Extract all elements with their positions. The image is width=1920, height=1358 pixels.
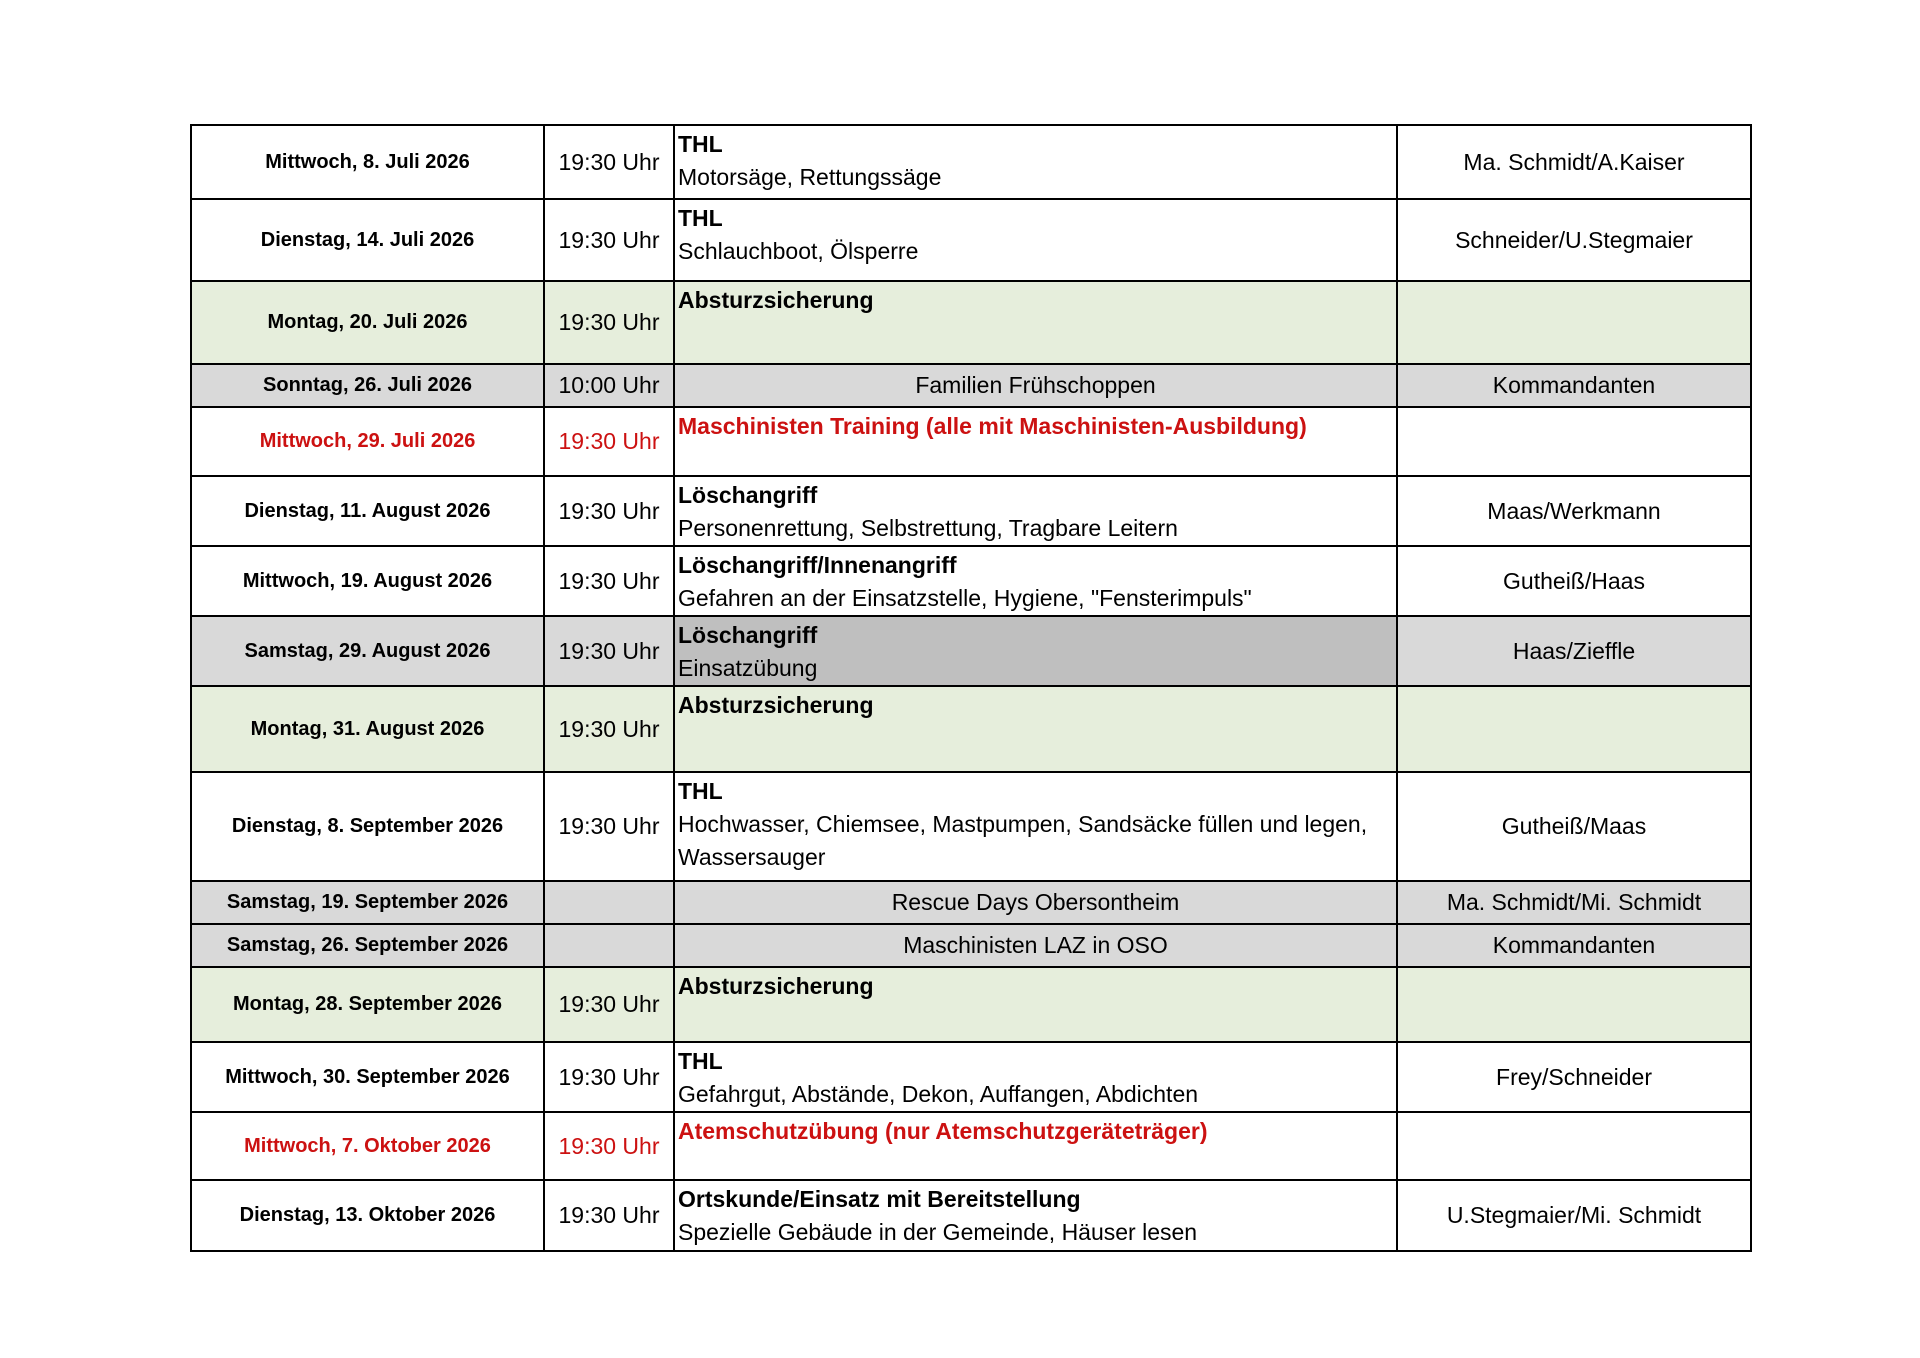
topic-title: Löschangriff [678, 622, 818, 648]
lead-cell: Kommandanten [1397, 924, 1751, 967]
schedule-table [190, 124, 1752, 1252]
date-cell: Dienstag, 13. Oktober 2026 [191, 1180, 544, 1251]
table-row [191, 881, 1751, 924]
lead-cell: Gutheiß/Haas [1397, 546, 1751, 616]
time-cell: 19:30 Uhr [544, 616, 674, 686]
time-cell: 19:30 Uhr [544, 125, 674, 199]
topic-title: THL [678, 778, 723, 804]
table-row [191, 924, 1751, 967]
table-row [191, 1180, 1751, 1251]
topic-cell [674, 686, 1397, 772]
topic-cell [674, 199, 1397, 281]
date-cell: Mittwoch, 30. September 2026 [191, 1042, 544, 1112]
event-cell: Maschinisten LAZ in OSO [674, 924, 1397, 967]
topic-title: THL [678, 1048, 723, 1074]
lead-cell: Gutheiß/Maas [1397, 772, 1751, 881]
table-row [191, 546, 1751, 616]
topic-cell [674, 616, 1397, 686]
time-cell: 19:30 Uhr [544, 1180, 674, 1251]
lead-cell: Ma. Schmidt/A.Kaiser [1397, 125, 1751, 199]
lead-cell: U.Stegmaier/Mi. Schmidt [1397, 1180, 1751, 1251]
lead-cell [1397, 407, 1751, 476]
time-cell: 19:30 Uhr [544, 1112, 674, 1180]
topic-title: Absturzsicherung [678, 287, 874, 313]
lead-cell: Schneider/U.Stegmaier [1397, 199, 1751, 281]
time-cell: 19:30 Uhr [544, 772, 674, 881]
topic-cell [674, 546, 1397, 616]
lead-cell [1397, 1112, 1751, 1180]
time-cell [544, 881, 674, 924]
lead-cell: Frey/Schneider [1397, 1042, 1751, 1112]
date-cell: Sonntag, 26. Juli 2026 [191, 364, 544, 407]
topic-detail: Personenrettung, Selbstrettung, Tragbare Leitern [678, 515, 1178, 541]
topic-cell [674, 281, 1397, 364]
topic-cell [674, 1180, 1397, 1251]
event-cell: Rescue Days Obersontheim [674, 881, 1397, 924]
table-row [191, 967, 1751, 1042]
time-cell: 19:30 Uhr [544, 967, 674, 1042]
table-row [191, 364, 1751, 407]
table-row [191, 125, 1751, 199]
date-cell: Dienstag, 14. Juli 2026 [191, 199, 544, 281]
date-cell: Mittwoch, 8. Juli 2026 [191, 125, 544, 199]
topic-title: THL [678, 131, 723, 157]
lead-cell [1397, 686, 1751, 772]
date-cell: Samstag, 26. September 2026 [191, 924, 544, 967]
topic-detail: Motorsäge, Rettungssäge [678, 164, 942, 190]
topic-title: Maschinisten Training (alle mit Maschinisten-Ausbildung) [678, 413, 1307, 439]
lead-cell [1397, 281, 1751, 364]
lead-cell: Kommandanten [1397, 364, 1751, 407]
table-row [191, 1042, 1751, 1112]
time-cell: 19:30 Uhr [544, 686, 674, 772]
topic-cell [674, 476, 1397, 546]
table-row [191, 281, 1751, 364]
event-cell: Familien Frühschoppen [674, 364, 1397, 407]
table-row [191, 199, 1751, 281]
date-cell: Mittwoch, 7. Oktober 2026 [191, 1112, 544, 1180]
time-cell: 19:30 Uhr [544, 1042, 674, 1112]
lead-cell [1397, 967, 1751, 1042]
topic-title: THL [678, 205, 723, 231]
lead-cell: Maas/Werkmann [1397, 476, 1751, 546]
table-row [191, 476, 1751, 546]
topic-title: Absturzsicherung [678, 973, 874, 999]
table-row [191, 407, 1751, 476]
date-cell: Montag, 31. August 2026 [191, 686, 544, 772]
topic-cell [674, 407, 1397, 476]
date-cell: Montag, 28. September 2026 [191, 967, 544, 1042]
topic-cell [674, 1042, 1397, 1112]
table-row [191, 772, 1751, 881]
time-cell: 19:30 Uhr [544, 281, 674, 364]
topic-title: Löschangriff/Innenangriff [678, 552, 957, 578]
table-row [191, 1112, 1751, 1180]
date-cell: Dienstag, 11. August 2026 [191, 476, 544, 546]
date-cell: Mittwoch, 19. August 2026 [191, 546, 544, 616]
topic-detail: Schlauchboot, Ölsperre [678, 238, 919, 264]
time-cell: 19:30 Uhr [544, 476, 674, 546]
topic-cell [674, 125, 1397, 199]
topic-detail: Spezielle Gebäude in der Gemeinde, Häuser lesen [678, 1219, 1198, 1245]
date-cell: Samstag, 29. August 2026 [191, 616, 544, 686]
date-cell: Montag, 20. Juli 2026 [191, 281, 544, 364]
topic-detail: Hochwasser, Chiemsee, Mastpumpen, Sandsäcke füllen und legen, Wassersauger [678, 811, 1368, 870]
topic-cell [674, 772, 1397, 881]
date-cell: Samstag, 19. September 2026 [191, 881, 544, 924]
time-cell: 10:00 Uhr [544, 364, 674, 407]
topic-cell [674, 1112, 1397, 1180]
time-cell: 19:30 Uhr [544, 199, 674, 281]
lead-cell: Haas/Zieffle [1397, 616, 1751, 686]
topic-cell [674, 967, 1397, 1042]
lead-cell: Ma. Schmidt/Mi. Schmidt [1397, 881, 1751, 924]
time-cell: 19:30 Uhr [544, 407, 674, 476]
topic-title: Ortskunde/Einsatz mit Bereitstellung [678, 1186, 1081, 1212]
topic-title: Absturzsicherung [678, 692, 874, 718]
date-cell: Mittwoch, 29. Juli 2026 [191, 407, 544, 476]
time-cell [544, 924, 674, 967]
topic-title: Löschangriff [678, 482, 818, 508]
date-cell: Dienstag, 8. September 2026 [191, 772, 544, 881]
table-row [191, 616, 1751, 686]
topic-detail: Einsatzübung [678, 655, 818, 681]
topic-detail: Gefahren an der Einsatzstelle, Hygiene, "Fensterimpuls" [678, 585, 1252, 611]
topic-title: Atemschutzübung (nur Atemschutzgeräteträger) [678, 1118, 1208, 1144]
time-cell: 19:30 Uhr [544, 546, 674, 616]
table-row [191, 686, 1751, 772]
topic-detail: Gefahrgut, Abstände, Dekon, Auffangen, Abdichten [678, 1081, 1199, 1107]
